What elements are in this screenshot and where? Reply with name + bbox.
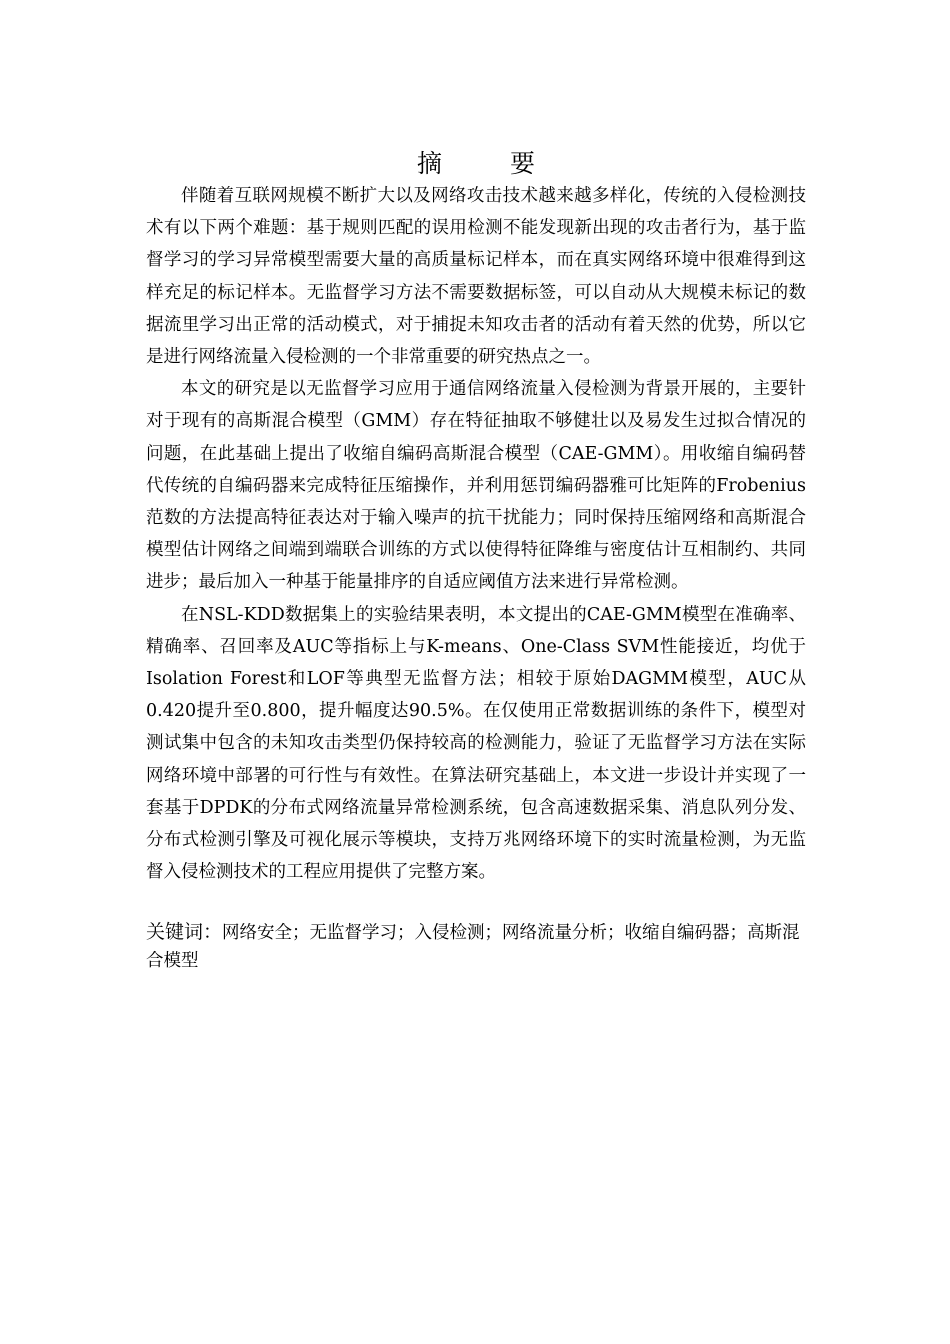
abstract-title: 摘 要 <box>417 149 565 178</box>
keywords-label: 关键词： <box>146 921 223 944</box>
abstract-page <box>146 148 806 975</box>
abstract-paragraph-3: 在NSL-KDD数据集上的实验结果表明，本文提出的CAE-GMM模型在准确率、精确率、召回率及AUC等指标上与K-means、One-Class SVM性能接近，均优于Isolation Forest和LOF等典型无监督方法；相较于原始DAGMM模型，AUC从0.420提升至0.800，提升幅度达90.5%。在仅使用正常数据训练的条件下，模型对测试集中包含的未知攻击类型仍保持较高的检测能力，验证了无监督学习方法在实际网络环境中部署的可行性与有效性。在算法研究基础上，本文进一步设计并实现了一套基于DPDK的分布式网络流量异常检测系统，包含高速数据采集、消息队列分发、分布式检测引擎及可视化展示等模块，支持万兆网络环境下的实时流量检测，为无监督入侵检测技术的工程应用提供了完整方案。 <box>146 604 806 883</box>
abstract-paragraph-1: 伴随着互联网规模不断扩大以及网络攻击技术越来越多样化，传统的入侵检测技术有以下两个难题：基于规则匹配的误用检测不能发现新出现的攻击者行为，基于监督学习的学习异常模型需要大量的高质量标记样本，而在真实网络环境中很难得到这样充足的标记样本。无监督学习方法不需要数据标签，可以自动从大规模未标记的数据流里学习出正常的活动模式，对于捕捉未知攻击者的活动有着天然的优势，所以它是进行网络流量入侵检测的一个非常重要的研究热点之一。 <box>146 186 806 368</box>
keywords-text: 网络安全；无监督学习；入侵检测；网络流量分析；收缩自编码器；高斯混合模型 <box>146 923 800 972</box>
abstract-paragraph-2: 本文的研究是以无监督学习应用于通信网络流量入侵检测为背景开展的，主要针对于现有的高斯混合模型（GMM）存在特征抽取不够健壮以及易发生过拟合情况的问题，在此基础上提出了收缩自编码高斯混合模型（CAE-GMM）。用收缩自编码替代传统的自编码器来完成特征压缩操作，并利用惩罚编码器雅可比矩阵的Frobenius范数的方法提高特征表达对于输入噪声的抗干扰能力；同时保持压缩网络和高斯混合模型估计网络之间端到端联合训练的方式以使得特征降维与密度估计互相制约、共同进步；最后加入一种基于能量排序的自适应阈值方法来进行异常检测。 <box>146 379 806 593</box>
keywords-block <box>146 918 806 975</box>
